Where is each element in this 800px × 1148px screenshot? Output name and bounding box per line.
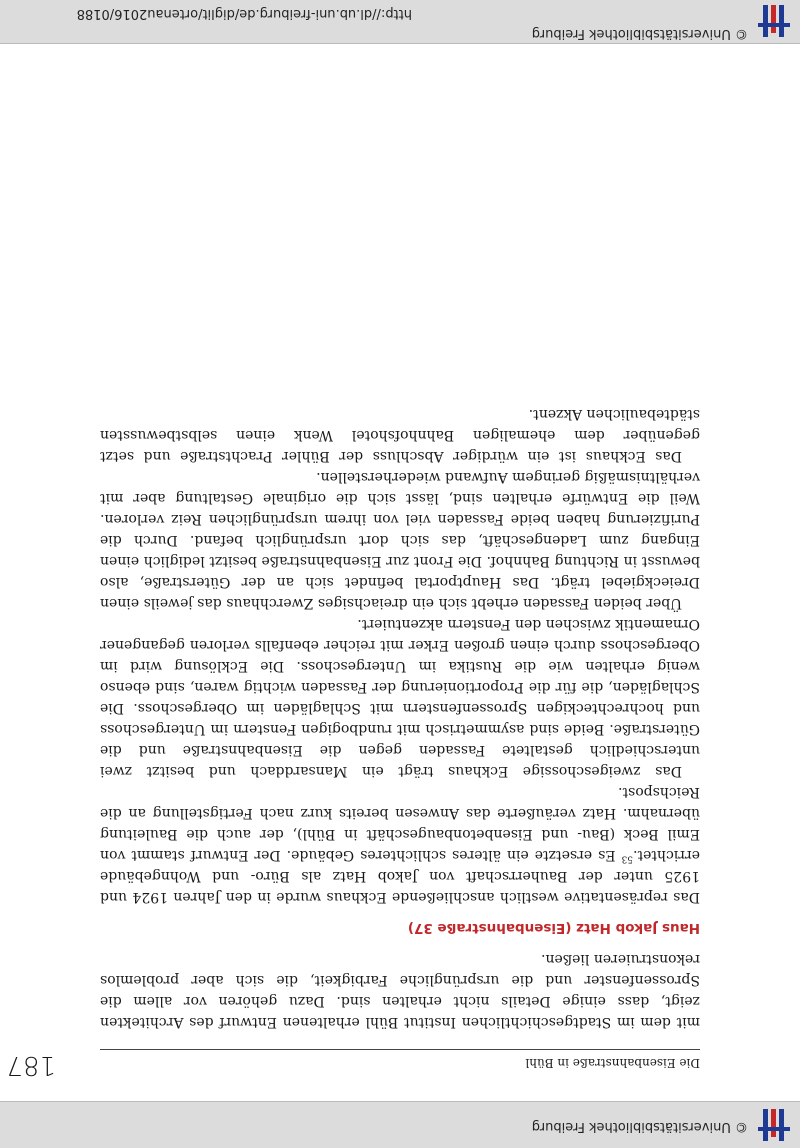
paragraph: Das zweigeschossige Eckhaus trägt ein Mansarddach und besitzt zwei unterschiedlich gestaltete Fassaden gegen die Eisenbahnstraße und die Güterstraße. Beide sind asymmetrisch mit rundbogigen Fenstern im Untergeschoss und hochrechteckigen Sprossenfenstern mit Schlagläden im Obergeschoss. Die Schlagläden, die für die Proportionierung der Fassaden wichtig waren, sind ebenso wenig erhalten wie die Rustika im Untergeschoss. Die Ecklösung wird im Obergeschoss durch einen großen Erker mit reicher ebenfalls verloren gegangener Ornamentik zwischen den Fenstern akzentuiert. xyxy=(100,616,700,779)
viewer-source-bar xyxy=(0,1101,800,1148)
university-logo-icon xyxy=(754,1105,794,1145)
viewer-copyright-text: © Universitätsbibliothek Freiburg xyxy=(531,26,748,41)
source-url-link[interactable]: http://dl.ub.uni-freiburg.de/diglit/ortenau2016/0188 xyxy=(76,6,412,21)
running-head: Die Eisenbahnstraße in Bühl xyxy=(525,1056,700,1070)
page-number: 187 xyxy=(6,1050,56,1080)
university-logo-icon xyxy=(754,1,794,41)
paragraph: Das Eckhaus ist ein würdiger Abschluss der Bühler Prachtstraße und setzt gegenüber dem ehemaligen Bahnhofshotel Wenk einen selbstbewussten städtebaulichen Akzent. xyxy=(100,406,700,464)
viewer-url-bar xyxy=(0,0,800,44)
viewer-copyright-text: © Universitätsbibliothek Freiburg xyxy=(531,1119,748,1134)
header-rule xyxy=(100,1049,700,1050)
paragraph xyxy=(100,781,700,907)
section-heading: Haus Jakob Hatz (Eisenbahnstraße 37) xyxy=(407,920,700,936)
paragraph: Über beiden Fassaden erhebt sich ein dreiachsiges Zwerchhaus das jeweils einen Dreieckgiebel trägt. Das Hauptportal befindet sich an der Güterstraße, also bewusst in Richtung Bahnhof. Die Front zur Eisenbahnstraße besitzt lediglich einen Eingang zum Ladengeschäft, das sich dort ursprünglich befand. Durch die Purifizierung haben beide Fassaden viel von ihrem ursprünglichen Reiz verloren. Weil die Entwürfe erhalten sind, lässt sich die originale Gestaltung aber mit verhältnismäßig geringem Aufwand wiederherstellen. xyxy=(100,469,700,611)
paragraph-text: Es ersetzte ein älteres schlichteres Gebäude. Der Entwurf stammt von Emil Beck (Bau- und Eisenbetonbaugeschäft in Bühl), der auch die Bauleitung übernahm. Hatz veräußerte das Anwesen bereits kurz nach Fertigstellung an die Reichspost. xyxy=(100,784,700,863)
paragraph-text: Das repräsentative westlich anschließende Eckhaus wurde in den Jahren 1924 und 1925 unter der Bauherrschaft von Jakob Hatz als Büro- und Wohngebäude errichtet. xyxy=(100,847,700,905)
paragraph: mit dem im Stadtgeschichtlichen Institut Bühl erhaltenen Entwurf des Architekten zeigt, dass einige Details nicht erhalten sind. Dazu gehören vor allem die Sprossenfenster und die ursprüngliche Farbigkeit, die sich aber problemlos rekonstruieren ließen. xyxy=(100,951,700,1030)
footnote-reference: 53 xyxy=(621,853,633,864)
body-text xyxy=(100,403,700,1032)
